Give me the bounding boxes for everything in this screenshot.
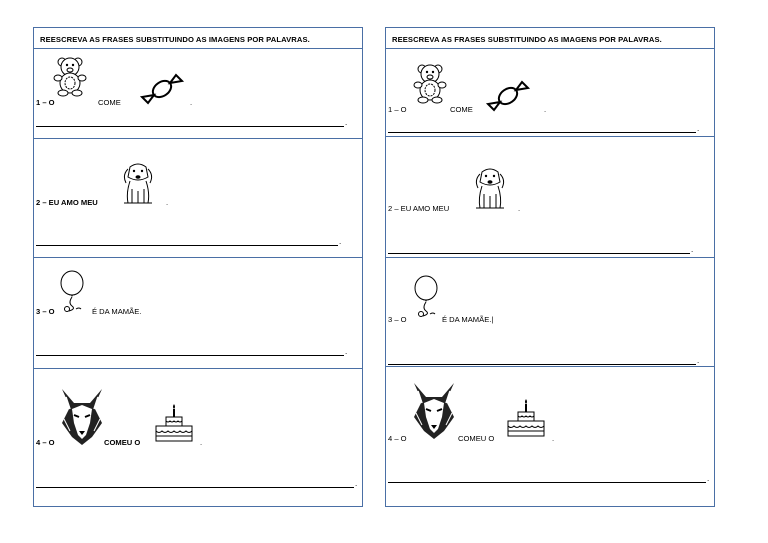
divider — [386, 257, 714, 258]
sentence-3-rest: É DA MAMÃE. — [92, 307, 142, 316]
sentence-4-end: . — [200, 438, 203, 447]
sentence-1-end: . — [544, 105, 547, 114]
sentence-2-end: . — [166, 198, 169, 207]
dog-icon — [490, 190, 491, 191]
answer-line-4-end: . — [707, 474, 710, 483]
sentence-1-end: . — [190, 98, 193, 107]
sentence-3-start: 3 – O — [36, 307, 55, 316]
answer-line-3-end: . — [697, 356, 700, 365]
instruction-heading: REESCREVA AS FRASES SUBSTITUINDO AS IMAGENS POR PALAVRAS. — [392, 35, 662, 44]
answer-line-2[interactable] — [388, 253, 690, 254]
instruction-heading: REESCREVA AS FRASES SUBSTITUINDO AS IMAGENS POR PALAVRAS. — [40, 35, 310, 44]
sentence-3-start: 3 – O — [388, 315, 407, 324]
answer-line-4[interactable] — [36, 487, 354, 488]
wolf-icon — [82, 415, 83, 416]
teddy-bear-icon — [430, 81, 431, 82]
answer-line-2[interactable] — [36, 245, 338, 246]
answer-line-2-end: . — [691, 245, 694, 254]
answer-line-1-end: . — [697, 124, 700, 133]
sentence-4-start: 4 – O — [388, 434, 407, 443]
birthday-cake-icon — [174, 423, 175, 424]
divider — [386, 136, 714, 137]
divider — [34, 368, 362, 369]
answer-line-4-end: . — [355, 479, 358, 488]
teddy-bear-icon — [70, 74, 71, 75]
sentence-1-verb: COME — [450, 105, 473, 114]
sentence-2-end: . — [518, 204, 521, 213]
answer-line-2-end: . — [339, 237, 342, 246]
sentence-4-verb: COMEU O — [458, 434, 495, 443]
balloon-icon — [72, 291, 73, 292]
sentence-4-end: . — [552, 434, 555, 443]
answer-line-3[interactable] — [36, 355, 344, 356]
sentence-2-start: 2 – EU AMO MEU — [36, 198, 98, 207]
candy-icon — [508, 96, 509, 97]
sentence-2-start: 2 – EU AMO MEU — [388, 204, 450, 213]
sentence-4-start: 4 – O — [36, 438, 55, 447]
answer-line-1-end: . — [345, 118, 348, 127]
answer-line-1[interactable] — [36, 126, 344, 127]
sentence-1-start: 1 – O — [388, 105, 407, 114]
answer-line-3-end: . — [345, 347, 348, 356]
answer-line-4[interactable] — [388, 482, 706, 483]
candy-icon — [162, 89, 163, 90]
birthday-cake-icon — [526, 418, 527, 419]
answer-line-1[interactable] — [388, 132, 696, 133]
sentence-4-verb: COMEU O — [104, 438, 141, 447]
answer-line-3[interactable] — [388, 364, 696, 365]
divider — [34, 138, 362, 139]
sentence-1-verb: COME — [98, 98, 121, 107]
worksheet-left — [33, 27, 363, 507]
divider — [386, 48, 714, 49]
balloon-icon — [426, 296, 427, 297]
divider — [386, 366, 714, 367]
wolf-icon — [434, 409, 435, 410]
sentence-3-rest: É DA MAMÃE.| — [442, 315, 494, 324]
divider — [34, 257, 362, 258]
divider — [34, 48, 362, 49]
sentence-1-start: 1 – O — [36, 98, 55, 107]
dog-icon — [138, 185, 139, 186]
worksheet-right — [385, 27, 715, 507]
